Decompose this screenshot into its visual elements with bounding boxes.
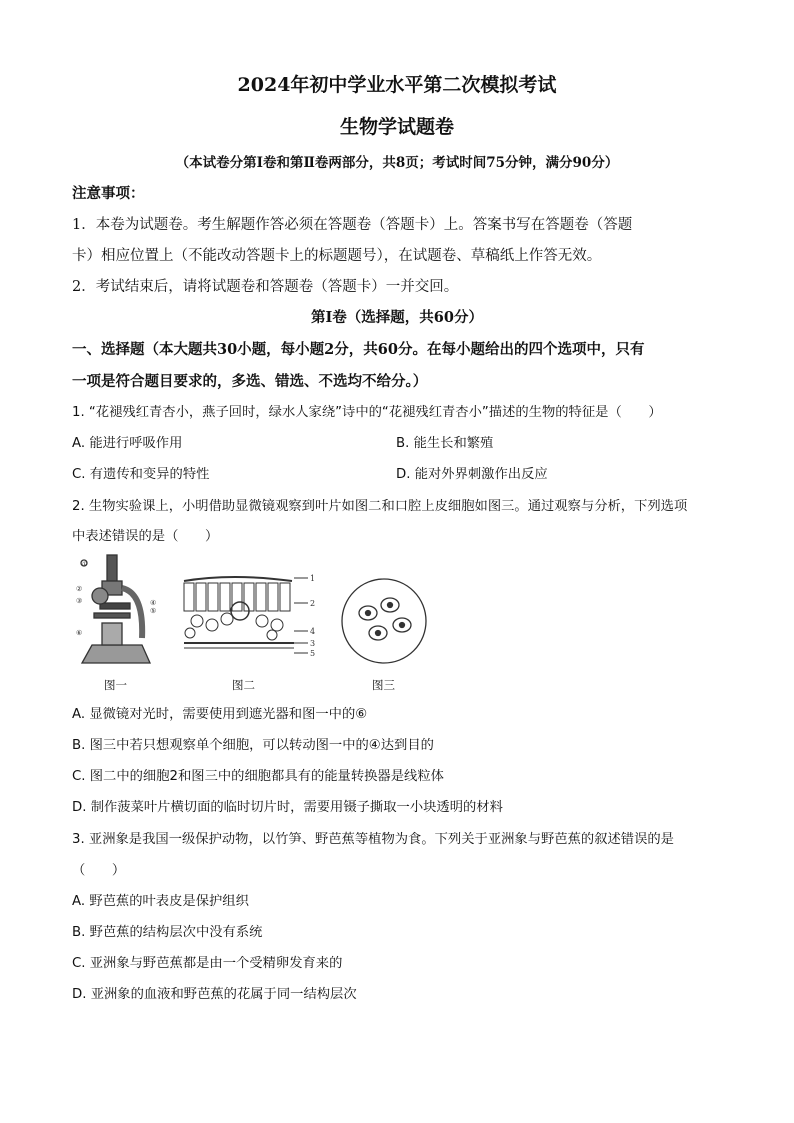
notice-heading: 注意事项： [72,185,145,202]
figure-2-caption: 图二 [232,678,255,692]
q2-option-b: B. 图三中若只想观察单个细胞，可以转动图一中的④达到目的 [72,738,434,753]
q3-stem-line-1: 3. 亚洲象是我国一级保护动物，以竹笋、野芭蕉等植物为食。下列关于亚洲象与野芭蕉的叙述错误的是 [72,832,674,847]
q1-stem: 1. “花褪残红青杏小，燕子回时，绿水人家绕”诗中的“花褪残红青杏小”描述的生物的特征是（ ） [72,405,662,420]
section-intro-line-1: 一、选择题（本大题共30小题，每小题2分，共60分。在每小题给出的四个选项中，只有 [72,341,645,358]
q2-stem-line-2: 中表述错误的是（ ） [72,529,219,544]
svg-text:4: 4 [310,627,316,636]
q2-figures [72,553,432,693]
notice-item-1-line-2: 卡）相应位置上（不能改动答题卡上的标题题号），在试题卷、草稿纸上作答无效。 [72,248,602,264]
q1-option-c: C. 有遗传和变异的特性 [72,467,210,482]
exam-meta: （本试卷分第Ⅰ卷和第Ⅱ卷两部分，共8页；考试时间75分钟，满分90分） [175,155,619,171]
microscope-figure-set [72,553,432,693]
section-intro-line-2: 一项是符合题目要求的，多选、错选、不选均不给分。） [72,373,428,390]
svg-text:2: 2 [310,599,316,608]
exam-title: 2024年初中学业水平第二次模拟考试 [237,74,557,96]
svg-text:②: ② [76,585,83,593]
svg-text:③: ③ [76,597,83,605]
svg-text:⑤: ⑤ [150,607,157,615]
q3-option-b: B. 野芭蕉的结构层次中没有系统 [72,925,263,940]
q2-stem-line-1: 2. 生物实验课上，小明借助显微镜观察到叶片如图二和口腔上皮细胞如图三。通过观察与分析，下列选项 [72,499,688,514]
q3-option-a: A. 野芭蕉的叶表皮是保护组织 [72,894,249,909]
q2-option-c: C. 图二中的细胞2和图三中的细胞都具有的能量转换器是线粒体 [72,769,444,784]
cheek-cells-diagram [342,579,426,663]
svg-text:3: 3 [310,639,316,648]
notice-item-1-line-1: 1．本卷为试题卷。考生解题作答必须在答题卷（答题卡）上。答案书写在答题卷（答题 [72,217,633,233]
figure-3-caption: 图三 [372,678,395,692]
exam-subtitle: 生物学试题卷 [339,116,454,138]
leaf-section-diagram [184,574,315,658]
svg-text:⑥: ⑥ [76,629,83,637]
figure-1-caption: 图一 [104,678,127,692]
q3-option-d: D. 亚洲象的血液和野芭蕉的花属于同一结构层次 [72,987,357,1002]
svg-text:①: ① [82,561,88,568]
q1-option-a: A. 能进行呼吸作用 [72,436,183,451]
q1-option-b: B. 能生长和繁殖 [396,436,494,451]
svg-text:1: 1 [310,574,316,583]
microscope-diagram [76,555,156,663]
q3-stem-line-2: （ ） [72,863,126,878]
q3-option-c: C. 亚洲象与野芭蕉都是由一个受精卵发育来的 [72,956,343,971]
q1-option-d: D. 能对外界刺激作出反应 [396,467,548,482]
svg-text:5: 5 [310,649,316,658]
svg-text:④: ④ [150,599,157,607]
notice-item-2: 2．考试结束后，请将试题卷和答题卷（答题卡）一并交回。 [72,279,459,295]
q2-option-a: A. 显微镜对光时，需要使用到遮光器和图一中的⑥ [72,707,368,722]
q2-option-d: D. 制作菠菜叶片横切面的临时切片时，需要用镊子撕取一小块透明的材料 [72,800,503,815]
section-title: 第Ⅰ卷（选择题，共60分） [311,309,483,326]
